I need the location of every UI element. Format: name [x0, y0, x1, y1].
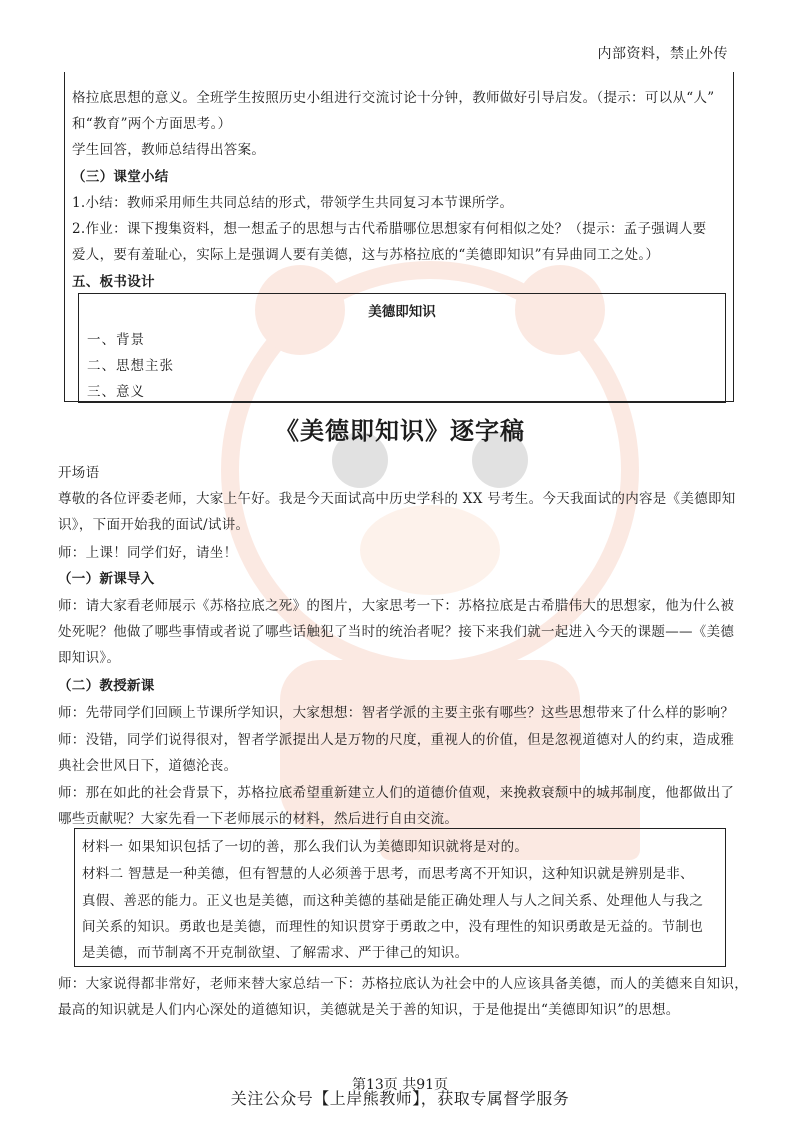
heading-new-lesson-intro: （一）新课导入 [58, 571, 155, 587]
heading-board-design: 五、板书设计 [72, 274, 155, 290]
material-two-line4: 是美德，而节制离不开克制欲望、了解需求、严于律己的知识。 [82, 945, 469, 961]
greeting-line2: 识》，下面开始我的面试/试讲。 [58, 517, 250, 533]
teach-sophists-line2: 典社会世风日下，道德沦丧。 [58, 758, 238, 774]
board-item-ideas: 二、思想主张 [87, 358, 174, 374]
discussion-paragraph-line1: 格拉底思想的意义。全班学生按照历史小组进行交流讨论十分钟，教师做好引导启发。（提示：可以从“人” [72, 90, 715, 106]
class-start-line: 师：上课！同学们好，请坐！ [58, 545, 238, 561]
document-title: 《美德即知识》逐字稿 [275, 417, 525, 445]
homework-line1: 2.作业：课下搜集资料，想一想孟子的思想与古代希腊哪位思想家有何相似之处？（提示：孟子强调人要 [72, 221, 707, 237]
homework-line2: 爱人，要有羞耻心，实际上是强调人要有美德，这与苏格拉底的“美德即知识”有异曲同工之处。） [72, 247, 660, 263]
board-item-background: 一、背景 [87, 332, 145, 348]
teach-background-line1: 师：那在如此的社会背景下，苏格拉底希望重新建立人们的道德价值观，来挽救衰颓中的城邦制度，他都做出了 [58, 785, 735, 801]
intro-line1: 师：请大家看老师展示《苏格拉底之死》的图片，大家思考一下：苏格拉底是古希腊伟大的思想家，他为什么被 [58, 598, 735, 614]
summary-item: 1.小结：教师采用师生共同总结的形式，带领学生共同复习本节课所学。 [72, 195, 514, 211]
intro-line2: 处死呢？他做了哪些事情或者说了哪些话触犯了当时的统治者呢？接下来我们就一起进入今天的课题——《美德 [58, 624, 735, 640]
heading-class-summary: （三）课堂小结 [72, 169, 169, 185]
internal-notice: 内部资料，禁止外传 [597, 46, 728, 62]
teach-background-line2: 哪些贡献呢？大家先看一下老师展示的材料，然后进行自由交流。 [58, 811, 459, 827]
page-number: 第13页 共91页 [351, 1077, 449, 1093]
student-answer-line: 学生回答，教师总结得出答案。 [72, 142, 266, 158]
teach-sophists-line1: 师：没错，同学们说得很对，智者学派提出人是万物的尺度，重视人的价值，但是忽视道德对人的约束，造成雅 [58, 732, 735, 748]
greeting-line1: 尊敬的各位评委老师，大家上午好。我是今天面试高中历史学科的 XX 号考生。今天我面试的内容是《美德即知 [58, 491, 736, 507]
opening-label: 开场语 [58, 465, 100, 481]
conclusion-line1: 师：大家说得都非常好，老师来替大家总结一下：苏格拉底认为社会中的人应该具备美德，而人的美德来自知识， [58, 976, 748, 992]
material-one: 材料一 如果知识包括了一切的善，那么我们认为美德即知识就将是对的。 [82, 839, 529, 855]
discussion-paragraph-line2: 和“教育”两个方面思考。） [72, 116, 232, 132]
board-item-significance: 三、意义 [87, 384, 145, 400]
material-two-line2: 真假、善恶的能力。正义也是美德，而这种美德的基础是能正确处理人与人之间关系、处理他人与我之 [82, 893, 703, 909]
board-design-box [78, 293, 726, 403]
material-two-line1: 材料二 智慧是一种美德，但有智慧的人必须善于思考，而思考离不开知识，这种知识就是辨别是非、 [82, 866, 694, 882]
follow-account-notice: 关注公众号【上岸熊教师】，获取专属督学服务 [230, 1089, 570, 1108]
intro-line3: 即知识》。 [58, 650, 121, 666]
teach-review-line: 师：先带同学们回顾上节课所学知识，大家想想：智者学派的主要主张有哪些？这些思想带来了什么样的影响？ [58, 705, 735, 721]
board-title: 美德即知识 [368, 304, 436, 320]
material-two-line3: 间关系的知识。勇敢也是美德，而理性的知识贯穿于勇敢之中，没有理性的知识勇敢是无益的。节制也 [82, 919, 703, 935]
conclusion-line2: 最高的知识就是人们内心深处的道德知识，美德就是关于善的知识，于是他提出“美德即知识”的思想。 [58, 1002, 680, 1018]
heading-teaching-new-lesson: （二）教授新课 [58, 678, 155, 694]
